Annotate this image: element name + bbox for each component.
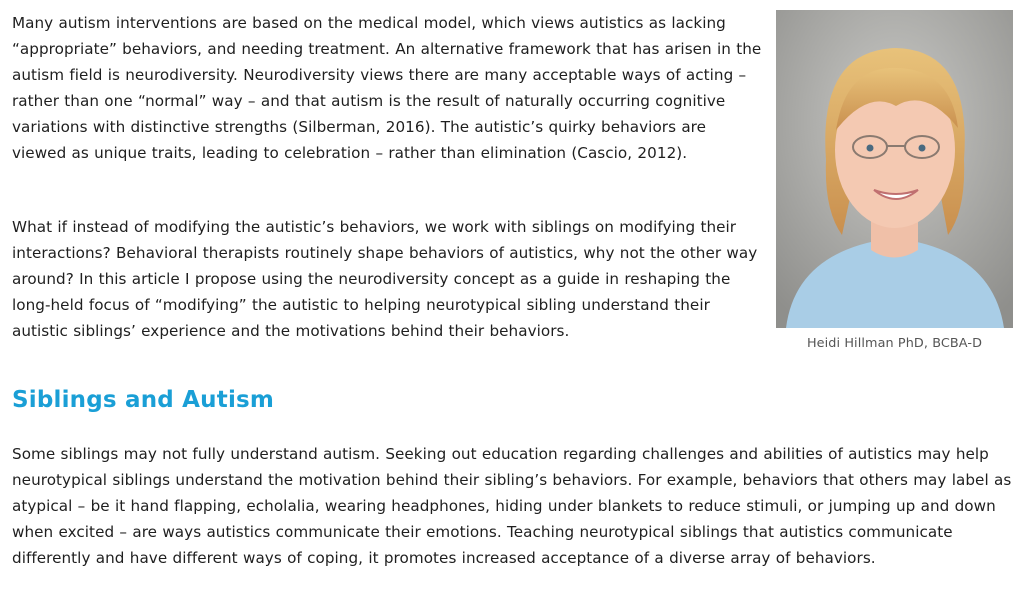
proposal-paragraph: What if instead of modifying the autistic’s behaviors, we work with siblings on modifying their interactions? Behavioral therapists routinely shape behaviors of autistics, why not the other way around? In this article I propose using the neurodiversity concept as a guide in reshaping the long-held focus of “modifying” the autistic to helping neurotypical sibling understand their autistic siblings’ experience and the motivations behind their behaviors. xyxy=(12,218,758,340)
author-photo xyxy=(776,10,1013,328)
photo-caption: Heidi Hillman PhD, BCBA-D xyxy=(806,336,983,351)
siblings-paragraph: Some siblings may not fully understand autism. Seeking out education regarding challenges and abilities of autistics may help neurotypical siblings understand the motivation behind their sibling’s behaviors. For example, behaviors that others may label as atypical – be it hand flapping, echolalia, wearing headphones, hiding under blankets to reduce stimuli, or jumping up and down when excited – are ways autistics communicate their emotions. Teaching neurotypical siblings that autistics communicate differently and have different ways of coping, it promotes increased acceptance of a diverse array of behaviors. xyxy=(12,445,1012,567)
intro-paragraph: Many autism interventions are based on the medical model, which views autistics as lacking “appropriate” behaviors, and needing treatment. An alternative framework that has arisen in the autism field is neurodiversity. Neurodiversity views there are many acceptable ways of acting – rather than one “normal” way – and that autism is the result of naturally occurring cognitive variations with distinctive strengths (Silberman, 2016). The autistic’s quirky behaviors are viewed as unique traits, leading to celebration – rather than elimination (Cascio, 2012). xyxy=(12,14,762,162)
section-heading: Siblings and Autism xyxy=(12,387,275,413)
author-figure xyxy=(776,10,1013,351)
